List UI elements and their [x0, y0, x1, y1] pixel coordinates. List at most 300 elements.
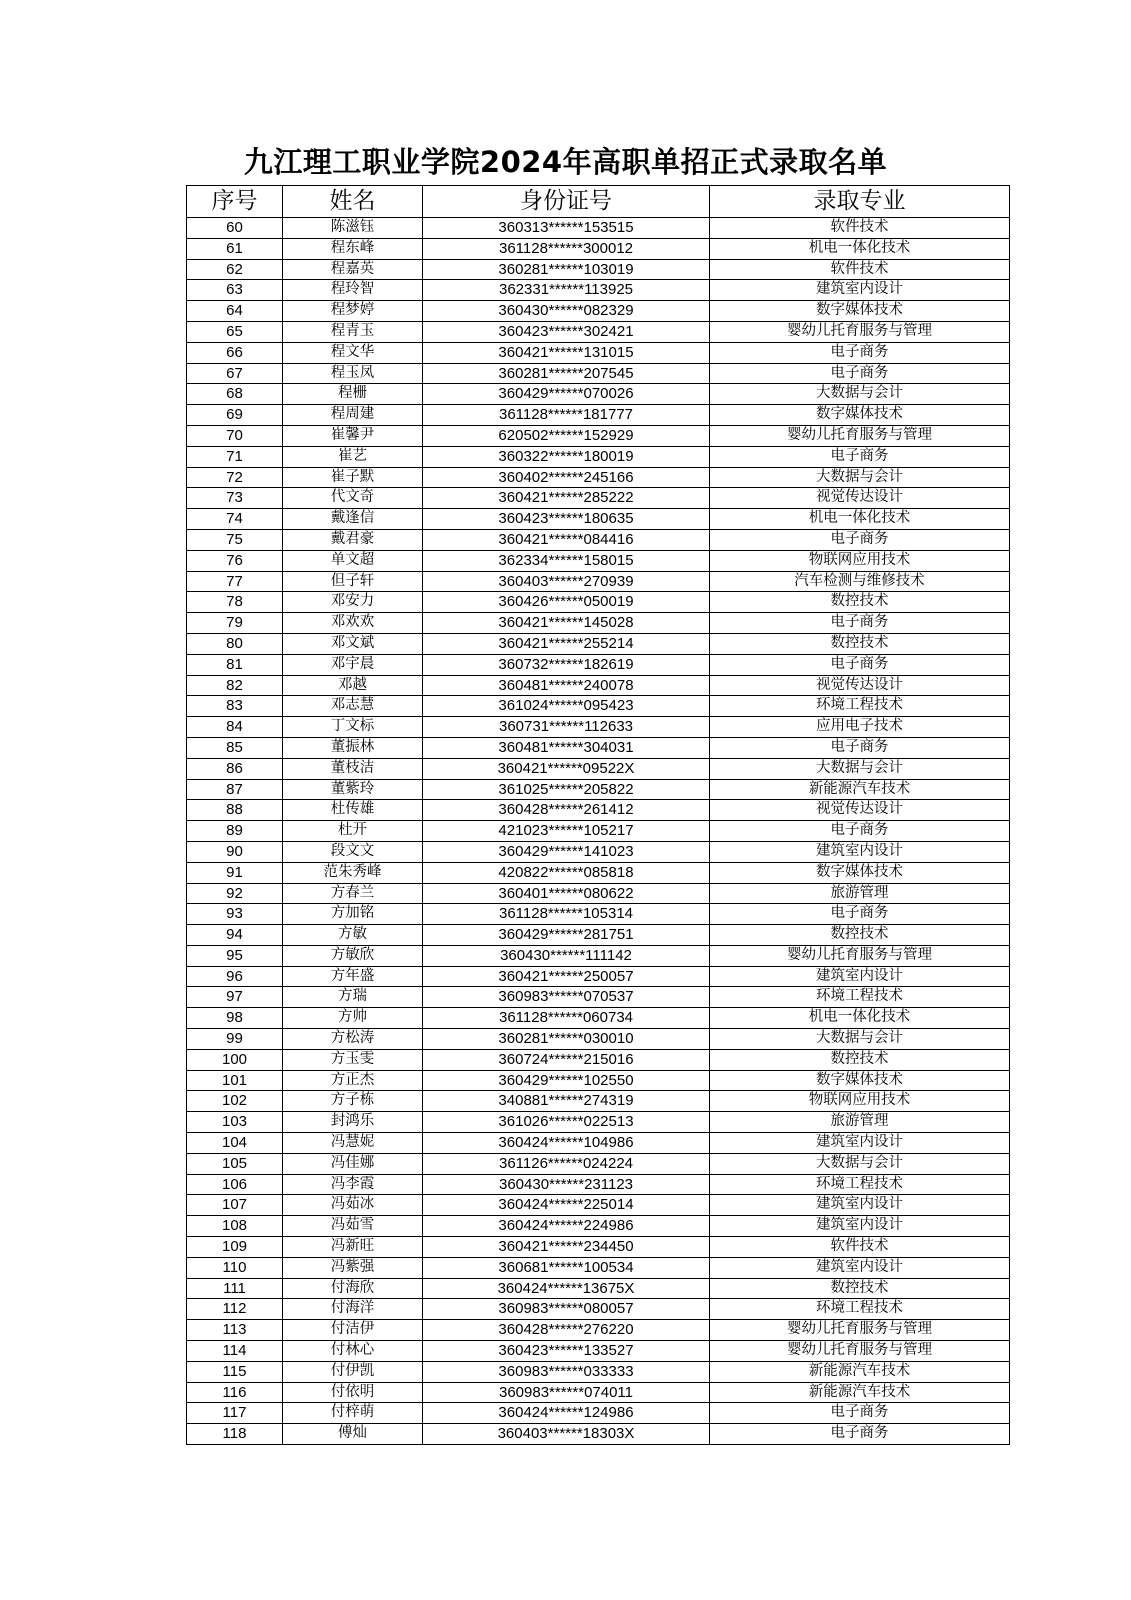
major-cell: 电子商务: [710, 363, 1010, 384]
id-number-cell: 420822******085818: [423, 862, 710, 883]
table-row: [187, 425, 1010, 446]
name-cell: 戴逢信: [283, 509, 423, 530]
name-cell: 程梦婷: [283, 301, 423, 322]
name-cell: 冯慧妮: [283, 1133, 423, 1154]
major-cell: 建筑室内设计: [710, 1133, 1010, 1154]
seq-cell: 88: [187, 800, 283, 821]
seq-cell: 80: [187, 633, 283, 654]
table-row: [187, 1008, 1010, 1029]
id-number-cell: 360430******082329: [423, 301, 710, 322]
table-row: [187, 821, 1010, 842]
name-cell: 陈滋钰: [283, 218, 423, 239]
table-row: [187, 405, 1010, 426]
seq-cell: 100: [187, 1049, 283, 1070]
id-number-cell: 361128******105314: [423, 904, 710, 925]
name-cell: 段文文: [283, 841, 423, 862]
seq-cell: 68: [187, 384, 283, 405]
seq-cell: 102: [187, 1091, 283, 1112]
id-number-cell: 361024******095423: [423, 696, 710, 717]
table-row: [187, 966, 1010, 987]
major-cell: 建筑室内设计: [710, 966, 1010, 987]
table-row: [187, 1278, 1010, 1299]
seq-cell: 84: [187, 717, 283, 738]
id-number-cell: 360421******234450: [423, 1237, 710, 1258]
table-row: [187, 571, 1010, 592]
table-row: [187, 1216, 1010, 1237]
major-cell: 建筑室内设计: [710, 280, 1010, 301]
table-row: [187, 925, 1010, 946]
seq-cell: 71: [187, 446, 283, 467]
id-number-cell: 360983******033333: [423, 1361, 710, 1382]
id-number-cell: 360421******255214: [423, 633, 710, 654]
seq-cell: 115: [187, 1361, 283, 1382]
name-cell: 傅灿: [283, 1424, 423, 1445]
id-number-cell: 360430******111142: [423, 945, 710, 966]
table-row: [187, 654, 1010, 675]
seq-cell: 97: [187, 987, 283, 1008]
id-number-cell: 360426******050019: [423, 592, 710, 613]
table-row: [187, 550, 1010, 571]
name-cell: 程文华: [283, 342, 423, 363]
name-cell: 邓志慧: [283, 696, 423, 717]
major-cell: 婴幼儿托育服务与管理: [710, 1341, 1010, 1362]
table-row: [187, 800, 1010, 821]
seq-cell: 86: [187, 758, 283, 779]
seq-cell: 110: [187, 1257, 283, 1278]
major-cell: 视觉传达设计: [710, 488, 1010, 509]
table-row: [187, 841, 1010, 862]
id-number-cell: 360421******084416: [423, 529, 710, 550]
name-cell: 崔艺: [283, 446, 423, 467]
table-row: [187, 1153, 1010, 1174]
id-number-cell: 360424******124986: [423, 1403, 710, 1424]
id-number-cell: 360983******074011: [423, 1382, 710, 1403]
table-body: [187, 218, 1010, 1445]
table-row: [187, 945, 1010, 966]
name-cell: 但子轩: [283, 571, 423, 592]
major-cell: 环境工程技术: [710, 1174, 1010, 1195]
id-number-cell: 620502******152929: [423, 425, 710, 446]
table-row: [187, 1133, 1010, 1154]
id-number-cell: 360429******102550: [423, 1070, 710, 1091]
table-row: [187, 1070, 1010, 1091]
major-cell: 建筑室内设计: [710, 841, 1010, 862]
major-cell: 电子商务: [710, 1424, 1010, 1445]
seq-cell: 64: [187, 301, 283, 322]
name-cell: 方春兰: [283, 883, 423, 904]
major-cell: 软件技术: [710, 218, 1010, 239]
major-cell: 婴幼儿托育服务与管理: [710, 1320, 1010, 1341]
table-row: [187, 613, 1010, 634]
table-row: [187, 1174, 1010, 1195]
name-cell: 方玉雯: [283, 1049, 423, 1070]
name-cell: 方正杰: [283, 1070, 423, 1091]
name-cell: 董枝洁: [283, 758, 423, 779]
name-cell: 杜传雄: [283, 800, 423, 821]
id-number-cell: 361025******205822: [423, 779, 710, 800]
seq-cell: 114: [187, 1341, 283, 1362]
table-row: [187, 1382, 1010, 1403]
id-number-cell: 360424******13675X: [423, 1278, 710, 1299]
major-cell: 大数据与会计: [710, 1153, 1010, 1174]
seq-cell: 107: [187, 1195, 283, 1216]
name-cell: 冯茹雪: [283, 1216, 423, 1237]
major-cell: 新能源汽车技术: [710, 779, 1010, 800]
table-row: [187, 1424, 1010, 1445]
id-number-cell: 361128******181777: [423, 405, 710, 426]
header-name: 姓名: [283, 186, 423, 218]
id-number-cell: 360281******103019: [423, 259, 710, 280]
id-number-cell: 360403******18303X: [423, 1424, 710, 1445]
seq-cell: 105: [187, 1153, 283, 1174]
seq-cell: 60: [187, 218, 283, 239]
major-cell: 电子商务: [710, 904, 1010, 925]
id-number-cell: 360421******145028: [423, 613, 710, 634]
seq-cell: 73: [187, 488, 283, 509]
major-cell: 电子商务: [710, 342, 1010, 363]
major-cell: 物联网应用技术: [710, 1091, 1010, 1112]
seq-cell: 106: [187, 1174, 283, 1195]
seq-cell: 89: [187, 821, 283, 842]
major-cell: 软件技术: [710, 1237, 1010, 1258]
id-number-cell: 360983******080057: [423, 1299, 710, 1320]
id-number-cell: 360421******09522X: [423, 758, 710, 779]
seq-cell: 81: [187, 654, 283, 675]
seq-cell: 116: [187, 1382, 283, 1403]
name-cell: 邓越: [283, 675, 423, 696]
id-number-cell: 362331******113925: [423, 280, 710, 301]
major-cell: 机电一体化技术: [710, 509, 1010, 530]
name-cell: 付梓萌: [283, 1403, 423, 1424]
name-cell: 丁文标: [283, 717, 423, 738]
seq-cell: 93: [187, 904, 283, 925]
major-cell: 婴幼儿托育服务与管理: [710, 945, 1010, 966]
id-number-cell: 421023******105217: [423, 821, 710, 842]
seq-cell: 96: [187, 966, 283, 987]
id-number-cell: 360481******240078: [423, 675, 710, 696]
name-cell: 程嘉英: [283, 259, 423, 280]
seq-cell: 83: [187, 696, 283, 717]
name-cell: 封鸿乐: [283, 1112, 423, 1133]
name-cell: 代文奇: [283, 488, 423, 509]
id-number-cell: 360423******180635: [423, 509, 710, 530]
major-cell: 建筑室内设计: [710, 1195, 1010, 1216]
table-row: [187, 238, 1010, 259]
table-row: [187, 1195, 1010, 1216]
major-cell: 环境工程技术: [710, 696, 1010, 717]
table-row: [187, 1049, 1010, 1070]
table-row: [187, 1361, 1010, 1382]
major-cell: 数字媒体技术: [710, 405, 1010, 426]
table-row: [187, 1237, 1010, 1258]
name-cell: 崔馨尹: [283, 425, 423, 446]
name-cell: 付海洋: [283, 1299, 423, 1320]
seq-cell: 118: [187, 1424, 283, 1445]
name-cell: 冯李霞: [283, 1174, 423, 1195]
id-number-cell: 360732******182619: [423, 654, 710, 675]
table-row: [187, 446, 1010, 467]
seq-cell: 98: [187, 1008, 283, 1029]
table-row: [187, 321, 1010, 342]
seq-cell: 103: [187, 1112, 283, 1133]
seq-cell: 101: [187, 1070, 283, 1091]
major-cell: 机电一体化技术: [710, 1008, 1010, 1029]
table-row: [187, 301, 1010, 322]
major-cell: 大数据与会计: [710, 384, 1010, 405]
name-cell: 付洁伊: [283, 1320, 423, 1341]
table-row: [187, 737, 1010, 758]
name-cell: 董紫玲: [283, 779, 423, 800]
id-number-cell: 361026******022513: [423, 1112, 710, 1133]
name-cell: 方年盛: [283, 966, 423, 987]
seq-cell: 75: [187, 529, 283, 550]
table-row: [187, 696, 1010, 717]
table-row: [187, 675, 1010, 696]
name-cell: 邓欢欢: [283, 613, 423, 634]
major-cell: 建筑室内设计: [710, 1257, 1010, 1278]
id-number-cell: 361126******024224: [423, 1153, 710, 1174]
major-cell: 机电一体化技术: [710, 238, 1010, 259]
id-number-cell: 360724******215016: [423, 1049, 710, 1070]
table-row: [187, 280, 1010, 301]
table-row: [187, 904, 1010, 925]
table-row: [187, 488, 1010, 509]
major-cell: 环境工程技术: [710, 1299, 1010, 1320]
id-number-cell: 360281******207545: [423, 363, 710, 384]
seq-cell: 95: [187, 945, 283, 966]
major-cell: 数控技术: [710, 1278, 1010, 1299]
id-number-cell: 362334******158015: [423, 550, 710, 571]
seq-cell: 92: [187, 883, 283, 904]
seq-cell: 113: [187, 1320, 283, 1341]
name-cell: 单文超: [283, 550, 423, 571]
major-cell: 物联网应用技术: [710, 550, 1010, 571]
table-row: [187, 509, 1010, 530]
table-row: [187, 1299, 1010, 1320]
major-cell: 旅游管理: [710, 1112, 1010, 1133]
major-cell: 数控技术: [710, 925, 1010, 946]
seq-cell: 79: [187, 613, 283, 634]
table-row: [187, 1112, 1010, 1133]
seq-cell: 77: [187, 571, 283, 592]
major-cell: 婴幼儿托育服务与管理: [710, 425, 1010, 446]
seq-cell: 104: [187, 1133, 283, 1154]
major-cell: 大数据与会计: [710, 467, 1010, 488]
seq-cell: 94: [187, 925, 283, 946]
seq-cell: 82: [187, 675, 283, 696]
major-cell: 电子商务: [710, 654, 1010, 675]
id-number-cell: 360424******104986: [423, 1133, 710, 1154]
major-cell: 数字媒体技术: [710, 1070, 1010, 1091]
id-number-cell: 360429******070026: [423, 384, 710, 405]
major-cell: 应用电子技术: [710, 717, 1010, 738]
table-row: [187, 218, 1010, 239]
seq-cell: 99: [187, 1029, 283, 1050]
name-cell: 范朱秀峰: [283, 862, 423, 883]
name-cell: 邓安力: [283, 592, 423, 613]
table-row: [187, 384, 1010, 405]
major-cell: 婴幼儿托育服务与管理: [710, 321, 1010, 342]
id-number-cell: 360424******224986: [423, 1216, 710, 1237]
table-header-row: [187, 186, 1010, 218]
name-cell: 崔子默: [283, 467, 423, 488]
id-number-cell: 360401******080622: [423, 883, 710, 904]
table-row: [187, 1320, 1010, 1341]
seq-cell: 65: [187, 321, 283, 342]
name-cell: 方子栋: [283, 1091, 423, 1112]
major-cell: 数控技术: [710, 592, 1010, 613]
id-number-cell: 360421******250057: [423, 966, 710, 987]
table-row: [187, 758, 1010, 779]
major-cell: 大数据与会计: [710, 758, 1010, 779]
name-cell: 方敏欣: [283, 945, 423, 966]
seq-cell: 67: [187, 363, 283, 384]
major-cell: 电子商务: [710, 737, 1010, 758]
seq-cell: 72: [187, 467, 283, 488]
seq-cell: 109: [187, 1237, 283, 1258]
major-cell: 视觉传达设计: [710, 675, 1010, 696]
name-cell: 冯茹冰: [283, 1195, 423, 1216]
seq-cell: 62: [187, 259, 283, 280]
id-number-cell: 360313******153515: [423, 218, 710, 239]
major-cell: 建筑室内设计: [710, 1216, 1010, 1237]
id-number-cell: 360983******070537: [423, 987, 710, 1008]
name-cell: 方瑞: [283, 987, 423, 1008]
table-row: [187, 987, 1010, 1008]
major-cell: 视觉传达设计: [710, 800, 1010, 821]
seq-cell: 76: [187, 550, 283, 571]
name-cell: 冯新旺: [283, 1237, 423, 1258]
major-cell: 汽车检测与维修技术: [710, 571, 1010, 592]
name-cell: 程青玉: [283, 321, 423, 342]
id-number-cell: 360281******030010: [423, 1029, 710, 1050]
major-cell: 数字媒体技术: [710, 862, 1010, 883]
name-cell: 方敏: [283, 925, 423, 946]
table-row: [187, 259, 1010, 280]
seq-cell: 111: [187, 1278, 283, 1299]
table-row: [187, 342, 1010, 363]
seq-cell: 90: [187, 841, 283, 862]
name-cell: 董振林: [283, 737, 423, 758]
seq-cell: 117: [187, 1403, 283, 1424]
name-cell: 方松涛: [283, 1029, 423, 1050]
id-number-cell: 360731******112633: [423, 717, 710, 738]
admission-list-table: [186, 185, 1010, 1445]
seq-cell: 78: [187, 592, 283, 613]
id-number-cell: 360428******276220: [423, 1320, 710, 1341]
major-cell: 旅游管理: [710, 883, 1010, 904]
name-cell: 杜开: [283, 821, 423, 842]
name-cell: 付依明: [283, 1382, 423, 1403]
major-cell: 数控技术: [710, 633, 1010, 654]
table-row: [187, 1091, 1010, 1112]
table-row: [187, 363, 1010, 384]
name-cell: 戴君豪: [283, 529, 423, 550]
name-cell: 程东峰: [283, 238, 423, 259]
id-number-cell: 360421******285222: [423, 488, 710, 509]
name-cell: 程栅: [283, 384, 423, 405]
table-row: [187, 1029, 1010, 1050]
seq-cell: 112: [187, 1299, 283, 1320]
major-cell: 软件技术: [710, 259, 1010, 280]
major-cell: 电子商务: [710, 446, 1010, 467]
major-cell: 新能源汽车技术: [710, 1361, 1010, 1382]
id-number-cell: 360403******270939: [423, 571, 710, 592]
table-row: [187, 883, 1010, 904]
table-row: [187, 592, 1010, 613]
id-number-cell: 360322******180019: [423, 446, 710, 467]
seq-cell: 63: [187, 280, 283, 301]
seq-cell: 61: [187, 238, 283, 259]
table-row: [187, 1403, 1010, 1424]
major-cell: 数控技术: [710, 1049, 1010, 1070]
table-row: [187, 633, 1010, 654]
id-number-cell: 360429******141023: [423, 841, 710, 862]
table-row: [187, 1257, 1010, 1278]
major-cell: 数字媒体技术: [710, 301, 1010, 322]
table-row: [187, 1341, 1010, 1362]
seq-cell: 70: [187, 425, 283, 446]
name-cell: 邓文斌: [283, 633, 423, 654]
major-cell: 电子商务: [710, 821, 1010, 842]
name-cell: 冯佳娜: [283, 1153, 423, 1174]
table-row: [187, 467, 1010, 488]
major-cell: 电子商务: [710, 613, 1010, 634]
name-cell: 程周建: [283, 405, 423, 426]
major-cell: 大数据与会计: [710, 1029, 1010, 1050]
name-cell: 程玉凤: [283, 363, 423, 384]
id-number-cell: 361128******060734: [423, 1008, 710, 1029]
seq-cell: 108: [187, 1216, 283, 1237]
name-cell: 付海欣: [283, 1278, 423, 1299]
seq-cell: 66: [187, 342, 283, 363]
major-cell: 新能源汽车技术: [710, 1382, 1010, 1403]
id-number-cell: 360681******100534: [423, 1257, 710, 1278]
table-row: [187, 862, 1010, 883]
seq-cell: 74: [187, 509, 283, 530]
seq-cell: 87: [187, 779, 283, 800]
id-number-cell: 360402******245166: [423, 467, 710, 488]
header-major: 录取专业: [710, 186, 1010, 218]
table-row: [187, 529, 1010, 550]
seq-cell: 69: [187, 405, 283, 426]
id-number-cell: 361128******300012: [423, 238, 710, 259]
name-cell: 方帅: [283, 1008, 423, 1029]
header-seq: 序号: [187, 186, 283, 218]
seq-cell: 91: [187, 862, 283, 883]
id-number-cell: 360428******261412: [423, 800, 710, 821]
id-number-cell: 360430******231123: [423, 1174, 710, 1195]
name-cell: 付林心: [283, 1341, 423, 1362]
id-number-cell: 360481******304031: [423, 737, 710, 758]
major-cell: 电子商务: [710, 529, 1010, 550]
major-cell: 环境工程技术: [710, 987, 1010, 1008]
name-cell: 邓宇晨: [283, 654, 423, 675]
table-row: [187, 779, 1010, 800]
id-number-cell: 360423******133527: [423, 1341, 710, 1362]
id-number-cell: 360423******302421: [423, 321, 710, 342]
page-title: 九江理工职业学院2024年高职单招正式录取名单: [243, 145, 888, 179]
table-row: [187, 717, 1010, 738]
name-cell: 方加铭: [283, 904, 423, 925]
name-cell: 程玲智: [283, 280, 423, 301]
major-cell: 电子商务: [710, 1403, 1010, 1424]
id-number-cell: 360424******225014: [423, 1195, 710, 1216]
seq-cell: 85: [187, 737, 283, 758]
id-number-cell: 340881******274319: [423, 1091, 710, 1112]
name-cell: 冯紫强: [283, 1257, 423, 1278]
name-cell: 付伊凯: [283, 1361, 423, 1382]
